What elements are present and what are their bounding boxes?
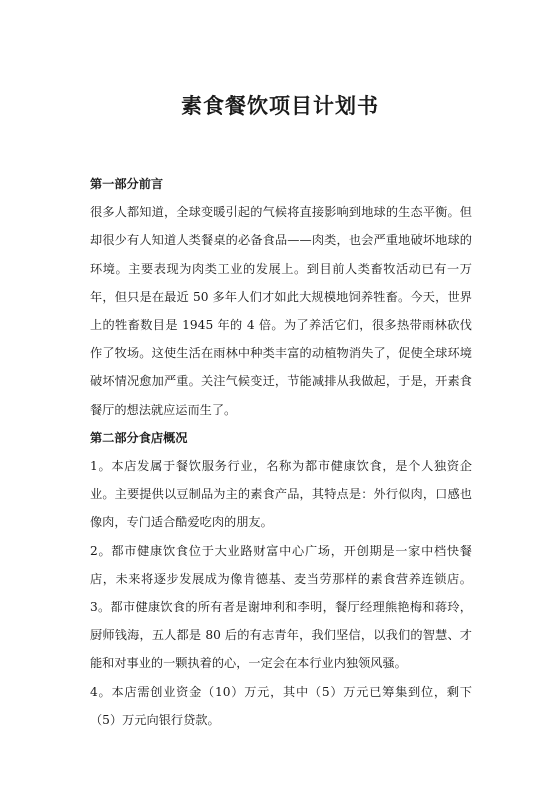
- paragraph-overview-1: 1。本店发属于餐饮服务行业，名称为都市健康饮食，是个人独资企业。主要提供以豆制品为主的素食产品，其特点是：外行似肉，口感也像肉，专门适合酷爱吃肉的朋友。: [90, 459, 472, 530]
- document-title: 素食餐饮项目计划书: [181, 93, 379, 118]
- document-body: [90, 170, 472, 734]
- paragraph-preface: 很多人都知道，全球变暖引起的气候将直接影响到地球的生态平衡。但却很少有人知道人类餐桌的必备食品——肉类，也会严重地破坏地球的环境。主要表现为肉类工业的发展上。到目前人类畜牧活动已有一万年，但只是在最近 50 多年人们才如此大规模地饲养牲畜。今天，世界上的牲畜数目是 1945 年的 4 倍。为了养活它们，很多热带雨林砍伐作了牧场。这使生活在雨林中种类丰富的动植物消失了，促使全球环境破坏情况愈加严重。关注气候变迁，节能减排从我做起，于是，开素食餐厅的想法就应运而生了。: [90, 205, 472, 417]
- section-heading-overview: 第二部分食店概况: [90, 430, 188, 445]
- section-heading-preface: 第一部分前言: [90, 177, 164, 191]
- paragraph-overview-3: 4。本店需创业资金（10）万元，其中（5）万元已筹集到位，剩下（5）万元向银行贷款。: [90, 684, 472, 727]
- paragraph-overview-2: 2。都市健康饮食位于大业路财富中心广场，开创期是一家中档快餐店，未来将逐步发展成为像肯德基、麦当劳那样的素食营养连锁店。3。都市健康饮食的所有者是谢坤利和李明，餐厅经理熊艳梅和蒋玲，厨师钱海，五人都是 80 后的有志青年，我们坚信，以我们的智慧、才能和对事业的一颗执着的心，一定会在本行业内独领风骚。: [90, 543, 472, 671]
